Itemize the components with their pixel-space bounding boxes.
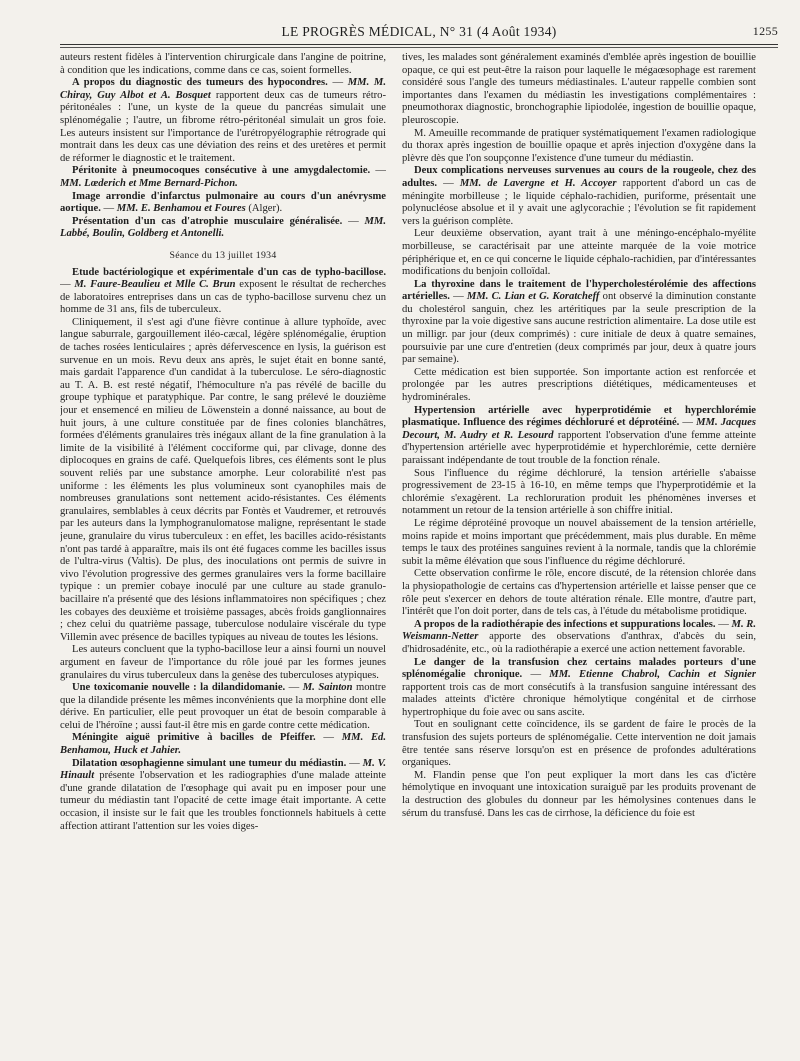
article-entry (402, 165, 756, 228)
body-paragraph: Cette médication est bien supportée. Son importante action est renforcée et prolongée par les autres prescriptions diététiques, médicamenteuses et hydrominérales. (402, 366, 756, 404)
article-body: exposent le résultat de recherches de laboratoires entreprises dans un cas de typho-bacillose survenu chez un homme de 31 ans, fils de tuberculeux. (60, 279, 386, 316)
article-heading: La thyroxine dans le traitement de l'hypercholestérolémie des affections artérielles. (402, 278, 756, 303)
header-rule (60, 44, 778, 45)
body-paragraph: Les auteurs concluent que la typho-bacillose leur a ainsi fourni un nouvel argument en faveur de l'importance du rôle joué par les formes jeunes granulaires du virus tuberculeux dans la genèse des tuberculoses atypiques. (60, 644, 386, 681)
article-body: (Alger). (248, 203, 283, 215)
intro-paragraph: tives, les malades sont généralement examinés d'emblée après ingestion de bouillie opaque, ce qui est peut-être la raison pour laquelle le mégaœsophage est rarement considéré sous l'angle des tumeurs médiastinales. L'auteur rappelle combien sont importantes dans l'examen du médiastin les investigations complémentaires : pneumothorax diagnostic, bronchographie lipiodolée, ingestion de bouillie opaque, pleuroscopie. (402, 52, 756, 126)
article-entry (60, 267, 386, 317)
article-heading: Etude bactériologique et expérimentale d'un cas de typho-bacillose. (72, 266, 386, 278)
article-entry (60, 682, 386, 732)
author-names: M. Ameuille (414, 127, 468, 139)
article-heading: Présentation d'un cas d'atrophie musculaire généralisée. (72, 215, 343, 227)
comment-paragraph (402, 128, 756, 166)
session-date: Séance du 13 juillet 1934 (169, 249, 277, 261)
intro-paragraph: auteurs restent fidèles à l'intervention chirurgicale dans l'angine de poitrine, à condition que les indications, comme dans ce cas, soient formelles. (60, 52, 386, 76)
author-names: M. Flandin (414, 769, 466, 781)
author-names: M. R. Weismann-Netter (402, 618, 756, 643)
body-paragraph: Sous l'influence du régime déchloruré, la tension artérielle s'abaisse progressivement de 23-15 à 16-10, en même temps que l'hyperprotidémie et la chlorémie s'exagèrent. La rechloruration produit les phénomènes inverses et notamment un retour de la tension artérielle à son chiffre initial. (402, 467, 756, 517)
heading-separator: — (437, 177, 460, 189)
author-names: MM. Etienne Chabrol, Cachin et Signier (549, 669, 756, 681)
author-names: M. Sainton (302, 682, 353, 694)
article-heading: Hypertension artérielle avec hyperprotidémie et hyperchlorémie plasmatique. Influence des régimes déchloruré et déprotéiné. (402, 404, 756, 429)
article-entry (60, 77, 386, 165)
article-heading: Dilatation œsophagienne simulant une tumeur du médiastin. (72, 757, 347, 769)
article-entry (60, 191, 386, 216)
article-body: rapportent trois cas de mort consécutifs à la transfusion sanguine intéressant des malades atteints d'ictère chronique hémolytique congénital et de cirrhose hypertrophique du foie avec ou sans ascite. (402, 681, 756, 718)
author-names: MM. E. Benhamou et Foures (116, 203, 246, 215)
article-body: présente l'observation et les radiographies d'une malade atteinte d'une grande dilatation de l'œsophage qui avait pu en imposer pour une tumeur du médiastin tant l'opacité de cette image était importante. A cette occasion, il insiste sur le fait que les troubles fonctionnels habituels à cette affection attirant l'attention sur les voies diges- (60, 770, 386, 832)
header-rule-thin (60, 47, 778, 48)
article-body: apporte des observations d'anthrax, d'abcès du sein, d'hidrosadénite, etc., où la radiothérapie a exercé une action nettement favorable. (402, 631, 756, 655)
article-entry (60, 165, 386, 190)
journal-title: LE PROGRÈS MÉDICAL, N° 31 (4 Août 1934) (281, 24, 557, 39)
article-heading: Image arrondie d'infarctus pulmonaire au cours d'un anévrysme aortique. (60, 190, 386, 215)
article-heading: Une toxicomanie nouvelle : la dilandidomanie. (72, 682, 286, 694)
article-entry (402, 657, 756, 720)
article-body: rapportent deux cas de tumeurs rétro-péritonéales : l'une, un kyste de la queue du pancréas simulait une splénomégalie ; l'autre, un fibrome rétro-péritonéal simulait un gros foie. Les auteurs insistent sur l'importance de l'urétropyélographie rétrograde qui montrait dans les deux cas une déviation des reins et des uretères et permit de réformer le diagnostic et le traitement. (60, 89, 386, 164)
author-names: MM. Labbé, Boulin, Goldberg et Antonelli. (60, 215, 386, 240)
heading-separator: — (370, 165, 386, 177)
article-heading: Le danger de la transfusion chez certains malades porteurs d'une splénomégalie chronique. (402, 656, 756, 681)
heading-separator: — (327, 77, 348, 89)
paragraph-body: recommande de pratiquer systématiquement l'examen radiologique du thorax après ingestion de bouillie opaque et après injection d'oxygène dans la plèvre dès que l'on soupçonne l'existence d'une tumeur du médiastin. (402, 127, 756, 164)
article-heading: A propos de la radiothérapie des infections et suppurations locales. (414, 618, 716, 630)
author-names: MM. Jacques Decourt, M. Audry et R. Lesourd (402, 417, 756, 441)
article-heading: Deux complications nerveuses survenues au cours de la rougeole, chez des adultes. (402, 165, 756, 189)
body-paragraph: Cliniquement, il s'est agi d'une fièvre continue à allure typhoïde, avec langue saburrale, gargouillement iléo-cæcal, légère splénomégalie, éruption de taches rosées lenticulaires ; après défervescence en lysis, la guérison est survenue en un mois. Revu deux ans après, le sujet était en bonne santé, mais gardait l'apparence d'un candidat à la tuberculose. Le séro-diagnostic au T. A. B. est resté négatif, l'hémoculture n'a pas révélé de bacille du groupe typhique et paratyphique. Par contre, le sang prélevé le douzième jour et ensemencé en milieu de Löwenstein a donné naissance, au bout de huit jours, à une culture constituée par de fines colonies blanchâtres, formées d'éléments granulaires très inégaux allant de la fine granulation à la limite de la visibilité à l'élément cocciforme qui, par clivage, donne des diplocoques en grains de café. Quelquefois libres, ces éléments sont le plus souvent reliés par une substance amorphe. Leur colorabilité n'est pas uniforme : les éléments les plus volumineux sont cyanophiles mais de nombreuses granulations sont nettement acido-résistantes. Ces éléments granulaires, semblables à ceux décrits par Fontès et Vaudremer, et retrouvés par les auteurs dans la lymphogranulomatose maligne, représentant le stade jeune, granulaire du virus tuberculeux : en effet, les bacilles acido-résistants n'ont pas tardé à apparaître, mais ils ont été fugaces comme les bacilles issus de l'ultra-virus (Valtis). De plus, des inoculations ont permis de suivre in vivo l'évolution progressive des germes granulaires vers la forme bacillaire typique : un premier cobaye inoculé par une culture au stade granulo-bacillaire n'a présenté que des lésions inflammatoires non spécifiques ; chez les cobayes des deuxième et troisième passages, abcès froids ganglionnaires ; chez celui du quatrième passage, tuberculose nodulaire viscérale du type Villemin avec présence de bacilles typiques au niveau de toutes les lésions. (60, 316, 386, 643)
body-paragraph: Cette observation confirme le rôle, encore discuté, de la rétension chlorée dans la physiopathologie de certains cas d'hypertension artérielle et laisse penser que ce rôle peut s'exercer en dehors de toute altération rénale. Elle montre, d'autre part, l'intérêt que l'on doit porter, dans de tels cas, à l'étude du métabolisme protidique. (402, 568, 756, 618)
body-paragraph: Leur deuxième observation, ayant trait à une méningo-encéphalo-myélite morbilleuse, se caractérisait par une atteinte marquée de la voie motrice périphérique et, en ce qui concerne le liquide céphalo-rachidien, par d'intéressantes modifications du benjoin colloïdal. (402, 228, 756, 278)
author-names: M. V. Hinault (60, 757, 386, 782)
article-entry (60, 732, 386, 757)
heading-separator: — (100, 203, 117, 215)
heading-separator: — (315, 732, 342, 744)
heading-separator: — (346, 757, 363, 769)
author-names: M. Faure-Beaulieu et Mlle C. Brun (74, 279, 236, 291)
article-entry (60, 216, 386, 241)
author-names: MM. Ed. Benhamou, Huck et Jahier. (60, 732, 386, 757)
author-names: MM. C. Lian et G. Koratcheff (466, 291, 600, 303)
heading-separator: — (60, 279, 75, 291)
running-header (60, 24, 778, 44)
heading-separator: — (522, 669, 550, 681)
right-column (402, 52, 756, 1052)
article-body: montre que la dilandide présente les mêmes inconvénients que la morphine dont elle dérive. En particulier, elle peut provoquer un état de besoin comparable à celui de l'héroïne ; aussi faut-il être mis en garde contre cette médication. (60, 682, 386, 731)
heading-separator: — (715, 618, 732, 630)
article-body: ont observé la diminution constante du cholestérol sanguin, chez les artéritiques par la seule prescription de la thyroxine par la voie digestive sans aucune restriction alimentaire. La dose utile est un milligr. par jour (deux comprimés) : cure initiale de deux à quatre semaines, poursuivie par une cure d'entretien (deux comprimés par jour, deux à quatre jours par semaine). (402, 291, 756, 366)
heading-separator: — (342, 215, 365, 227)
body-paragraph: Tout en soulignant cette coïncidence, ils se gardent de faire le procès de la transfusion des sujets porteurs de splénomégalie. Cette intervention ne doit jamais être tentée sans réserve lorsqu'on est en présence de profondes adultérations organiques. (402, 719, 756, 769)
article-heading: Méningite aiguë primitive à bacilles de Pfeiffer. (72, 732, 316, 744)
article-entry (402, 405, 756, 468)
article-heading: Péritonite à pneumocoques consécutive à une amygdalectomie. (72, 165, 371, 177)
left-column (60, 52, 386, 1052)
heading-separator: — (679, 417, 697, 429)
article-entry (402, 279, 756, 367)
author-names: MM. M. Chiray, Guy Albot et A. Bosquet (60, 77, 386, 101)
article-entry (402, 619, 756, 657)
heading-separator: — (449, 291, 467, 303)
body-paragraph: Le régime déprotéiné provoque un nouvel abaissement de la tension artérielle, moins rapide et moins important que précédemment, mais plus durable. En même temps le taux des protéines sanguines revient à la normale, tandis que la chlorémie subit la même élévation que sous l'influence du régime déchloruré. (402, 517, 756, 567)
page-number: 1255 (752, 24, 778, 38)
author-names: MM. Lœderich et Mme Bernard-Pichon. (60, 177, 238, 189)
paragraph-body: pense que l'on peut expliquer la mort dans les cas d'ictère hémolytique en invoquant une intoxication suraiguë par les produits provenant de la destruction des globules du donneur par les hémolysines contenues dans le sérum du transfusé. Dans les cas de cirrhose, la déficience du foie est (402, 769, 756, 819)
article-body: rapportent l'observation d'une femme atteinte d'hypertension artérielle avec hyperprotidémie et hyperchlorémie, cette dernière paraissant indépendante de tout trouble de la fonction rénale. (402, 429, 756, 466)
author-names: MM. de Lavergne et H. Accoyer (459, 177, 617, 189)
article-entry (60, 758, 386, 834)
closing-paragraph (402, 770, 756, 820)
article-heading: A propos du diagnostic des tumeurs des hypocondres. (72, 77, 328, 89)
article-body: rapportent d'abord un cas de méningite morbilleuse ; le liquide céphalo-rachidien, puriforme, présentait une polynucléose absolue et il y avait une aglycorachie ; l'évolution se fit rapidement vers la guérison complète. (402, 177, 756, 227)
heading-separator: — (285, 682, 303, 694)
